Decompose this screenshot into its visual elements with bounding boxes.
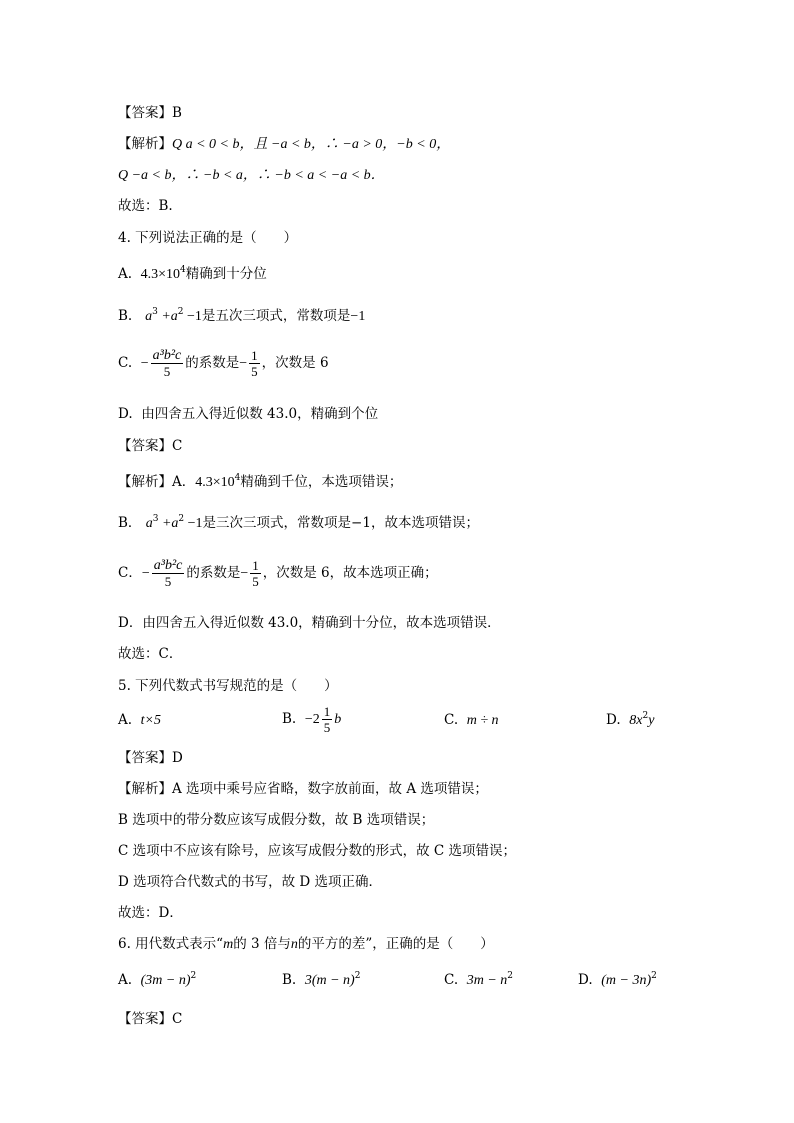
q4-ac-num2: 1 — [252, 558, 259, 573]
q3-analysis-math1: Q a < 0 < b，且 −a < b，∴ −a > 0，−b < 0， — [172, 137, 451, 152]
q5-c-math: m ÷ n — [466, 713, 499, 728]
q4-analysis-d: D．由四舍五入得近似数 43.0，精确到十分位，故本选项错误． — [118, 615, 501, 631]
q6-option-c — [444, 971, 513, 990]
q4-c-num2: 1 — [251, 348, 258, 363]
q4-analysis-a-exp: 4 — [234, 473, 241, 483]
q5-option-c — [444, 711, 499, 730]
q6-title — [118, 935, 494, 954]
q4-ab-a: a — [145, 516, 153, 531]
q6-title-a: 6. 用代数式表示“ — [118, 936, 224, 952]
q4-ac-neg: − — [141, 566, 150, 581]
q4-analysis-c — [118, 558, 438, 589]
q6-title-m: m — [223, 937, 234, 952]
q4-option-c — [118, 348, 329, 379]
q4-d-text: 由四舍五入得近似数 43.0，精确到个位 — [141, 406, 379, 422]
q5-analysis-4: D 选项符合代数式的书写，故 D 选项正确． — [118, 874, 383, 890]
q4-analysis-b-text: 是三次三项式，常数项是−1，故本选项错误； — [202, 515, 479, 531]
q6-a-math: (3m − n) — [140, 973, 191, 988]
q4-ab-minus: −1 — [184, 516, 203, 531]
q3-analysis-line2 — [118, 166, 385, 185]
q4-c-text1: 的系数是 — [185, 355, 240, 371]
q4-ac-neg2: − — [240, 566, 249, 581]
q4-analysis-a-text: 精确到千位，本选项错误； — [240, 474, 403, 490]
q4-c-den2: 5 — [251, 364, 258, 379]
q5-b-neg: −2 — [304, 712, 320, 727]
q6-option-b — [282, 971, 360, 990]
q5-b-num: 1 — [323, 704, 331, 719]
option-label: C. — [444, 972, 459, 988]
option-label: A. — [118, 266, 133, 282]
q3-analysis-line1 — [118, 135, 450, 154]
q6-title-b: 的 3 倍与 — [233, 936, 291, 952]
q6-b-exp: 2 — [354, 971, 361, 981]
q6-a-exp: 2 — [190, 971, 197, 981]
q6-d-math: (m − 3n) — [601, 973, 652, 988]
option-label: C. — [444, 712, 459, 728]
q5-answer: 【答案】D — [118, 750, 183, 766]
q4-answer: 【答案】C — [118, 438, 183, 454]
q4-ac-den: 5 — [164, 574, 172, 589]
q4-analysis-b — [118, 514, 479, 533]
q3-analysis-math2: Q −a < b，∴ −b < a，∴ −b < a < −a < b． — [118, 168, 385, 183]
q4-analysis-b-tag: B． — [118, 515, 142, 531]
option-label: B. — [118, 308, 133, 324]
q6-option-d — [578, 971, 657, 990]
q4-c-den: 5 — [163, 364, 171, 379]
q4-ab-exp2: 2 — [178, 514, 185, 524]
q4-b-exp3: 3 — [152, 307, 158, 317]
q6-c-math: 3m − n — [466, 973, 508, 988]
q5-analysis-3: C 选项中不应该有除号，应该写成假分数的形式，故 C 选项错误； — [118, 843, 517, 859]
q4-a-exp: 4 — [180, 265, 186, 275]
q4-ac-num: a³b²c — [153, 558, 183, 573]
q4-analysis-a-math: 4.3×10 — [195, 475, 235, 490]
q3-answer: 【答案】B — [118, 105, 182, 121]
q5-d-math-b: y — [648, 713, 655, 728]
option-label: C. — [118, 355, 133, 371]
q4-title: 4. 下列说法正确的是（ ） — [118, 230, 298, 246]
q4-ac-text2: ，次数是 6，故本选项正确； — [262, 565, 438, 581]
q4-c-fraction2 — [249, 348, 260, 379]
q4-c-fraction — [151, 348, 184, 379]
q6-c-exp: 2 — [507, 971, 514, 981]
q4-c-num: a³b²c — [152, 348, 182, 363]
q4-b-const: −1 — [350, 309, 366, 324]
q4-b-plus: +a — [157, 309, 178, 324]
q5-option-b — [282, 704, 341, 735]
q6-b-math: 3(m − n) — [304, 973, 355, 988]
q4-option-d — [118, 405, 378, 423]
q6-answer: 【答案】C — [118, 1011, 183, 1027]
q4-ab-plus: +a — [158, 516, 179, 531]
q4-ab-exp3: 3 — [152, 514, 159, 524]
q5-analysis-2: B 选项中的带分数应该写成假分数，故 B 选项错误； — [118, 812, 435, 828]
q4-ac-fraction — [152, 558, 185, 589]
q5-option-a — [118, 711, 161, 730]
q4-analysis-a-tag: 【解析】A． — [118, 474, 196, 490]
option-label: A. — [118, 972, 133, 988]
q4-b-a: a — [145, 309, 153, 324]
q6-d-exp: 2 — [651, 971, 657, 981]
q5-option-d — [606, 711, 654, 730]
q4-analysis-c-tag: C． — [118, 565, 142, 581]
q5-b-den: 5 — [323, 720, 331, 735]
q5-b-fraction — [322, 704, 333, 735]
q4-a-text: 精确到十分位 — [185, 266, 267, 282]
q5-d-math-a: 8x — [629, 713, 643, 728]
q4-option-b — [118, 307, 365, 326]
q4-c-neg: − — [140, 356, 149, 371]
option-label: D. — [118, 406, 133, 422]
q3-conclusion: 故选：B. — [118, 198, 173, 214]
q4-ac-text1: 的系数是 — [186, 565, 241, 581]
q5-analysis-1: 【解析】A 选项中乘号应省略，数字放前面，故 A 选项错误； — [118, 781, 488, 797]
q4-c-text2: ，次数是 6 — [261, 355, 329, 371]
option-label: B. — [282, 972, 297, 988]
q4-analysis-a — [118, 473, 402, 492]
q4-a-math: 4.3×10 — [140, 267, 181, 282]
q4-option-a — [118, 265, 267, 284]
q4-c-neg2: − — [239, 356, 248, 371]
q4-b-exp2: 2 — [177, 307, 184, 317]
q5-conclusion: 故选：D． — [118, 905, 183, 921]
q5-a-math: t×5 — [140, 713, 161, 728]
option-label: D. — [578, 972, 593, 988]
q4-ac-fraction2 — [250, 558, 261, 589]
q5-d-exp: 2 — [642, 711, 649, 721]
q4-conclusion: 故选：C． — [118, 646, 183, 662]
q4-b-minus: −1 — [183, 309, 202, 324]
q6-title-c: 的平方的差”，正确的是（ ） — [297, 936, 494, 952]
q4-ac-den2: 5 — [252, 574, 259, 589]
option-label: D. — [606, 712, 621, 728]
analysis-tag: 【解析】 — [118, 136, 172, 152]
q5-title: 5. 下列代数式书写规范的是（ ） — [118, 678, 338, 694]
q6-option-a — [118, 971, 196, 990]
option-label: B. — [282, 711, 297, 727]
q6-title-n: n — [290, 937, 298, 952]
q5-b-var: b — [334, 712, 342, 727]
option-label: A. — [118, 712, 133, 728]
q4-b-text: 是五次三项式，常数项是 — [201, 308, 351, 324]
